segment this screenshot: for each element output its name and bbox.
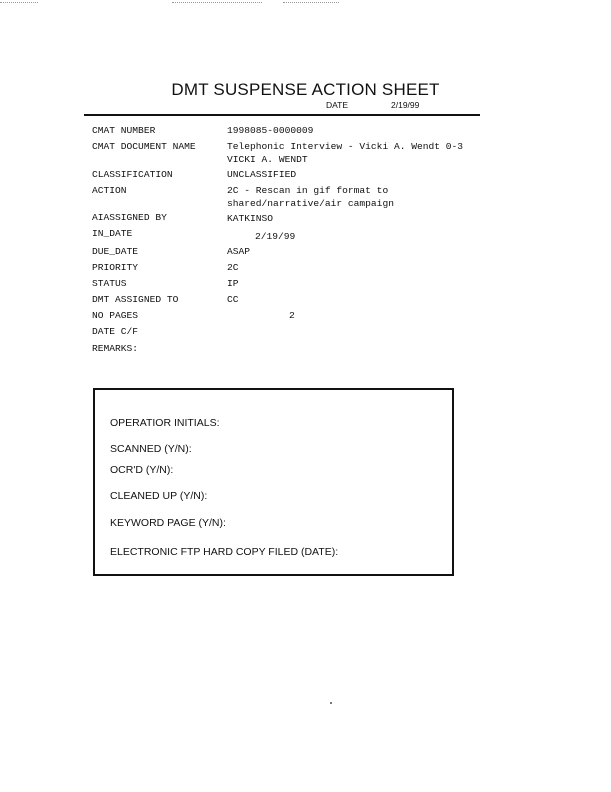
field-label-status: STATUS bbox=[92, 278, 127, 289]
field-label-in-date: IN_DATE bbox=[92, 228, 133, 239]
field-value-no-pages: 2 bbox=[289, 310, 295, 321]
field-value-document-name: Telephonic Interview - Vicki A. Wendt 0-3 VICKI A. WENDT bbox=[227, 141, 464, 165]
keyword-page-label: KEYWORD PAGE (Y/N): bbox=[110, 517, 226, 529]
field-value-priority: 2C bbox=[227, 262, 239, 273]
field-value-cmat-number: 1998085-0000009 bbox=[227, 125, 314, 136]
field-label-no-pages: NO PAGES bbox=[92, 310, 139, 321]
scanned-label: SCANNED (Y/N): bbox=[110, 443, 192, 455]
field-label-cmat-number: CMAT NUMBER bbox=[92, 125, 156, 136]
scan-speck bbox=[330, 702, 332, 704]
cleaned-up-label: CLEANED UP (Y/N): bbox=[110, 490, 208, 502]
page-title: DMT SUSPENSE ACTION SHEET bbox=[171, 80, 440, 99]
field-label-classification: CLASSIFICATION bbox=[92, 169, 173, 180]
field-value-action: 2C - Rescan in gif format to shared/narrative/air campaign bbox=[227, 185, 394, 209]
scan-artifact bbox=[172, 2, 262, 3]
field-label-assigned-by: AIASSIGNED BY bbox=[92, 212, 167, 223]
field-label-date-cf: DATE C/F bbox=[92, 326, 139, 337]
field-label-remarks: REMARKS: bbox=[92, 343, 139, 354]
scan-artifact bbox=[283, 2, 339, 3]
field-value-assigned-by: KATKINSO bbox=[227, 213, 274, 224]
ocrd-label: OCR'D (Y/N): bbox=[110, 464, 174, 476]
field-value-dmt-assigned-to: CC bbox=[227, 294, 239, 305]
field-label-priority: PRIORITY bbox=[92, 262, 139, 273]
field-label-dmt-assigned-to: DMT ASSIGNED TO bbox=[92, 294, 179, 305]
field-label-document-name: CMAT DOCUMENT NAME bbox=[92, 141, 196, 152]
electronic-ftp-label: ELECTRONIC FTP HARD COPY FILED (DATE): bbox=[110, 546, 339, 558]
field-value-classification: UNCLASSIFIED bbox=[227, 169, 297, 180]
date-value: 2/19/99 bbox=[391, 100, 420, 110]
operator-initials-label: OPERATIOR INITIALS: bbox=[110, 417, 220, 429]
scan-artifact bbox=[0, 2, 38, 3]
field-value-due-date: ASAP bbox=[227, 246, 251, 257]
date-label: DATE bbox=[326, 100, 349, 110]
field-value-status: IP bbox=[227, 278, 239, 289]
header-rule bbox=[84, 114, 480, 116]
field-label-due-date: DUE_DATE bbox=[92, 246, 139, 257]
field-value-in-date: 2/19/99 bbox=[255, 231, 296, 242]
field-label-action: ACTION bbox=[92, 185, 127, 196]
